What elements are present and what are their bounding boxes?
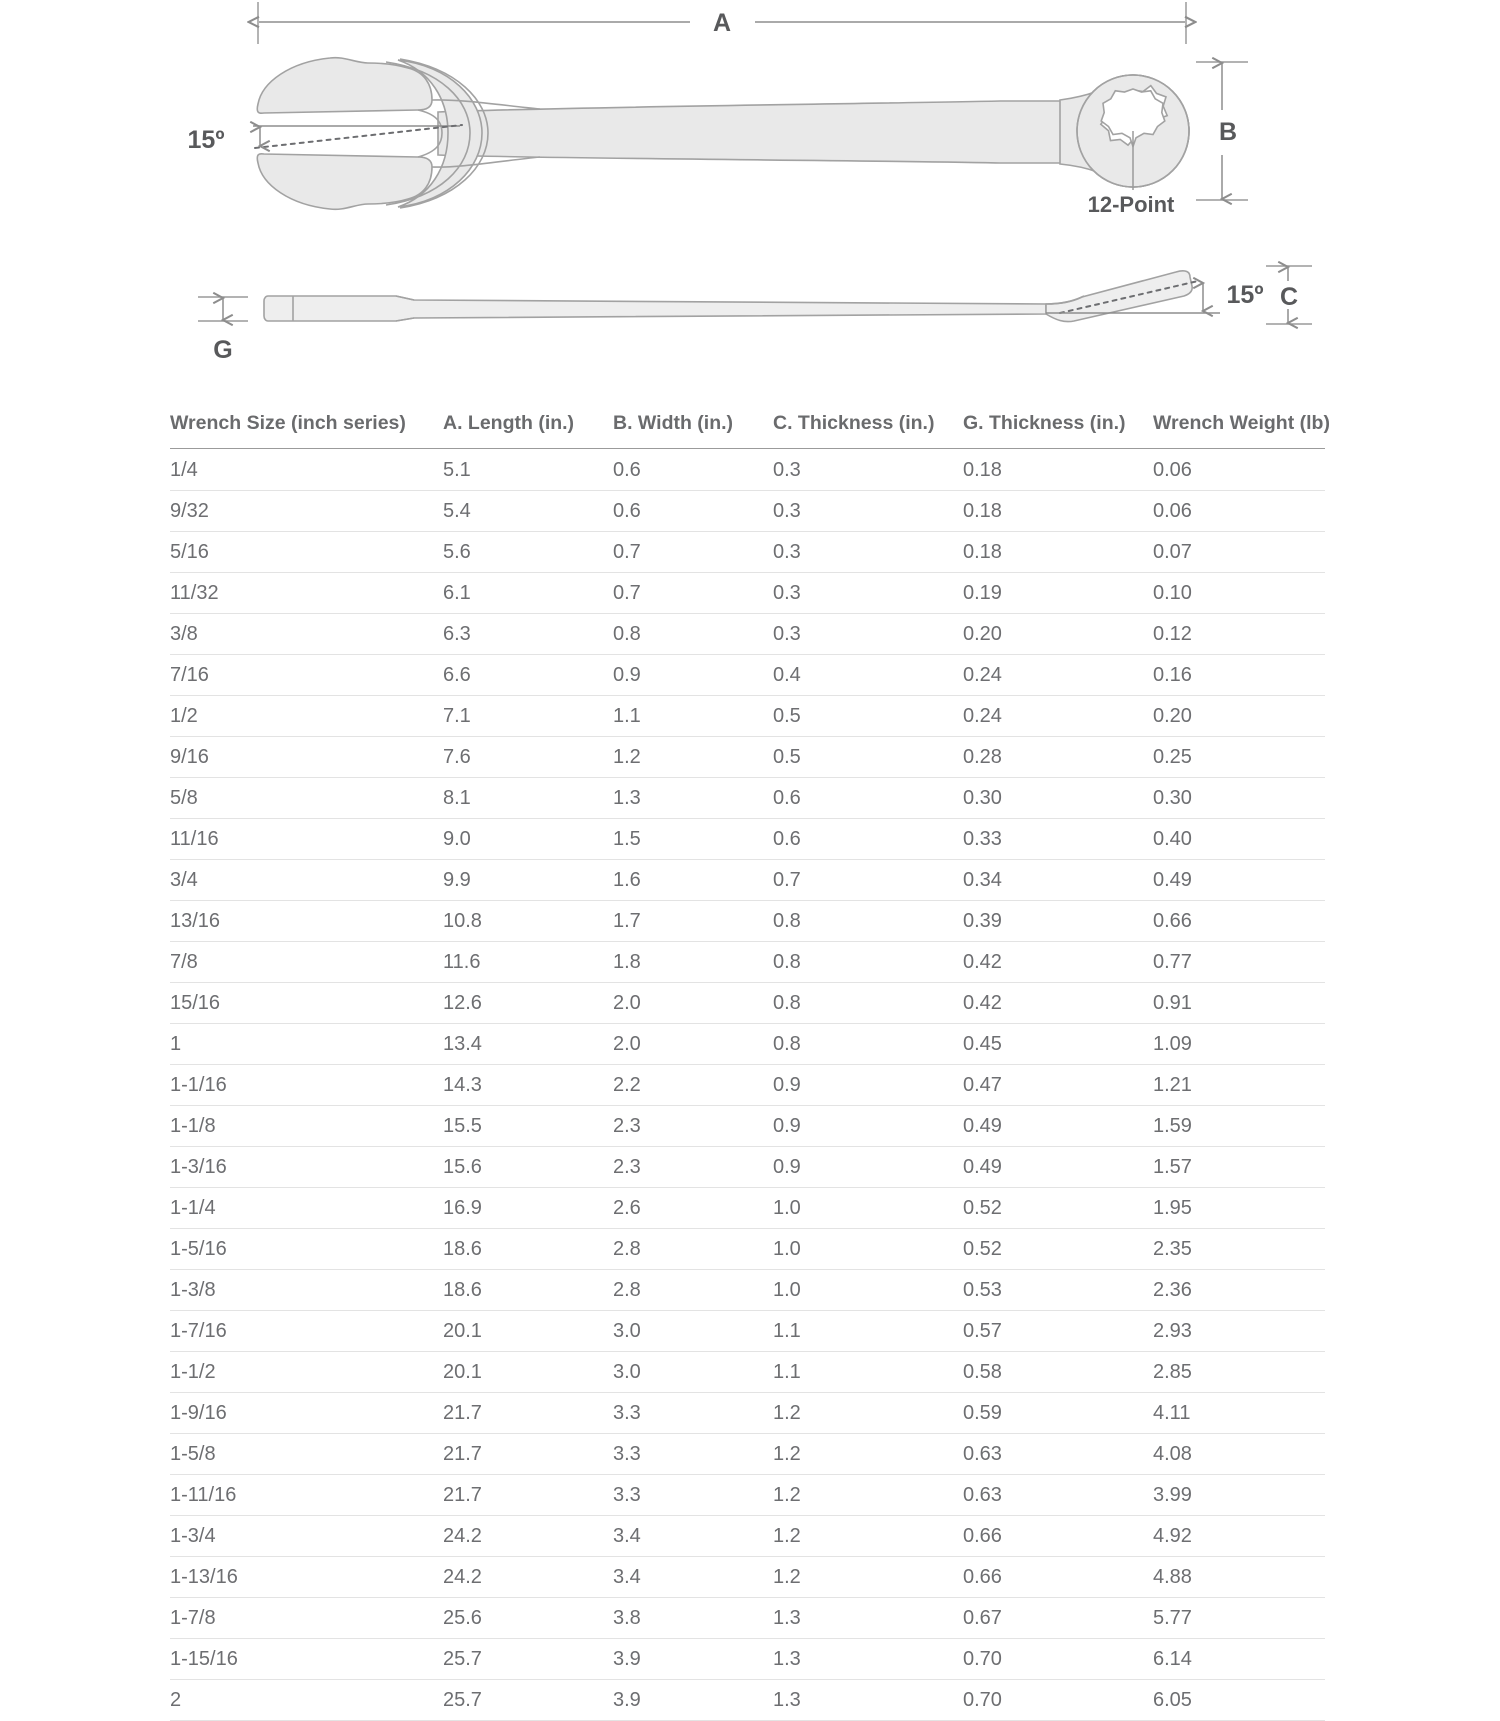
cell-length: 6.6 [443, 655, 613, 696]
cell-c-thickness: 1.2 [773, 1393, 963, 1434]
cell-length: 14.3 [443, 1065, 613, 1106]
cell-length: 7.1 [443, 696, 613, 737]
cell-weight: 0.40 [1153, 819, 1325, 860]
cell-width: 2.6 [613, 1188, 773, 1229]
cell-wrench-size: 1-1/8 [170, 1106, 443, 1147]
cell-width: 0.6 [613, 491, 773, 532]
cell-wrench-size: 1-1/4 [170, 1188, 443, 1229]
wrench-top-view [257, 58, 1189, 210]
cell-width: 3.9 [613, 1639, 773, 1680]
column-header-weight: Wrench Weight (lb) [1153, 412, 1325, 449]
cell-weight: 2.93 [1153, 1311, 1325, 1352]
table-row [170, 778, 1325, 819]
cell-wrench-size: 1-5/16 [170, 1229, 443, 1270]
table-row [170, 983, 1325, 1024]
cell-c-thickness: 0.8 [773, 942, 963, 983]
cell-c-thickness: 1.2 [773, 1434, 963, 1475]
table-row [170, 1434, 1325, 1475]
cell-length: 21.7 [443, 1475, 613, 1516]
cell-width: 0.8 [613, 614, 773, 655]
cell-wrench-size: 11/16 [170, 819, 443, 860]
cell-weight: 0.66 [1153, 901, 1325, 942]
cell-g-thickness: 0.49 [963, 1147, 1153, 1188]
cell-width: 3.4 [613, 1557, 773, 1598]
cell-weight: 3.99 [1153, 1475, 1325, 1516]
cell-c-thickness: 1.0 [773, 1229, 963, 1270]
cell-g-thickness: 0.39 [963, 901, 1153, 942]
table-row [170, 614, 1325, 655]
cell-length: 18.6 [443, 1229, 613, 1270]
cell-wrench-size: 5/8 [170, 778, 443, 819]
column-header-wrench-size: Wrench Size (inch series) [170, 412, 443, 449]
cell-g-thickness: 0.70 [963, 1680, 1153, 1721]
table-row [170, 942, 1325, 983]
table-row [170, 449, 1325, 491]
cell-g-thickness: 0.33 [963, 819, 1153, 860]
cell-c-thickness: 1.3 [773, 1598, 963, 1639]
cell-wrench-size: 7/8 [170, 942, 443, 983]
table-row [170, 901, 1325, 942]
cell-width: 1.7 [613, 901, 773, 942]
wrench-side-view [264, 271, 1263, 322]
table-row [170, 491, 1325, 532]
dimension-a-label: A [712, 9, 732, 37]
cell-width: 2.8 [613, 1229, 773, 1270]
cell-g-thickness: 0.28 [963, 737, 1153, 778]
cell-weight: 2.85 [1153, 1352, 1325, 1393]
cell-length: 5.1 [443, 449, 613, 491]
cell-width: 3.3 [613, 1393, 773, 1434]
cell-weight: 0.12 [1153, 614, 1325, 655]
cell-length: 5.6 [443, 532, 613, 573]
cell-weight: 0.07 [1153, 532, 1325, 573]
cell-length: 9.9 [443, 860, 613, 901]
cell-width: 1.1 [613, 696, 773, 737]
table-row [170, 1516, 1325, 1557]
cell-weight: 0.77 [1153, 942, 1325, 983]
cell-weight: 1.57 [1153, 1147, 1325, 1188]
angle-open-end-label: 15º [187, 126, 225, 154]
cell-wrench-size: 11/32 [170, 573, 443, 614]
cell-length: 24.2 [443, 1516, 613, 1557]
dimension-g-group [198, 297, 248, 364]
cell-g-thickness: 0.63 [963, 1475, 1153, 1516]
table-row [170, 1188, 1325, 1229]
cell-width: 3.3 [613, 1434, 773, 1475]
dimension-a-group [258, 2, 1186, 44]
cell-width: 2.0 [613, 1024, 773, 1065]
cell-length: 7.6 [443, 737, 613, 778]
cell-g-thickness: 0.42 [963, 983, 1153, 1024]
cell-length: 15.5 [443, 1106, 613, 1147]
column-header-length: A. Length (in.) [443, 412, 613, 449]
cell-width: 0.6 [613, 449, 773, 491]
angle-box-end-label: 15º [1226, 281, 1264, 309]
cell-weight: 1.09 [1153, 1024, 1325, 1065]
wrench-diagram [0, 0, 1500, 400]
cell-wrench-size: 2 [170, 1680, 443, 1721]
cell-length: 21.7 [443, 1434, 613, 1475]
cell-g-thickness: 0.59 [963, 1393, 1153, 1434]
table-row [170, 1598, 1325, 1639]
cell-weight: 0.91 [1153, 983, 1325, 1024]
cell-c-thickness: 1.0 [773, 1270, 963, 1311]
cell-length: 6.1 [443, 573, 613, 614]
table-row [170, 1393, 1325, 1434]
cell-wrench-size: 1-3/8 [170, 1270, 443, 1311]
cell-g-thickness: 0.52 [963, 1229, 1153, 1270]
cell-c-thickness: 0.3 [773, 573, 963, 614]
table-row [170, 1639, 1325, 1680]
cell-wrench-size: 1-3/16 [170, 1147, 443, 1188]
cell-length: 6.3 [443, 614, 613, 655]
cell-length: 25.7 [443, 1639, 613, 1680]
dimension-c-group [1266, 266, 1312, 324]
cell-g-thickness: 0.66 [963, 1557, 1153, 1598]
cell-wrench-size: 3/4 [170, 860, 443, 901]
cell-g-thickness: 0.18 [963, 491, 1153, 532]
cell-width: 0.9 [613, 655, 773, 696]
dimension-b-label: B [1218, 118, 1238, 146]
cell-weight: 0.49 [1153, 860, 1325, 901]
cell-wrench-size: 9/16 [170, 737, 443, 778]
cell-g-thickness: 0.18 [963, 532, 1153, 573]
cell-width: 1.3 [613, 778, 773, 819]
cell-weight: 0.25 [1153, 737, 1325, 778]
cell-weight: 6.05 [1153, 1680, 1325, 1721]
cell-length: 25.7 [443, 1680, 613, 1721]
table-row [170, 1065, 1325, 1106]
table-row [170, 532, 1325, 573]
cell-length: 9.0 [443, 819, 613, 860]
cell-weight: 4.88 [1153, 1557, 1325, 1598]
cell-c-thickness: 1.0 [773, 1188, 963, 1229]
cell-g-thickness: 0.58 [963, 1352, 1153, 1393]
cell-wrench-size: 1-5/8 [170, 1434, 443, 1475]
cell-width: 2.0 [613, 983, 773, 1024]
dimension-c-label: C [1279, 283, 1299, 311]
table-row [170, 737, 1325, 778]
cell-wrench-size: 1-7/8 [170, 1598, 443, 1639]
cell-wrench-size: 3/8 [170, 614, 443, 655]
cell-width: 1.6 [613, 860, 773, 901]
cell-width: 0.7 [613, 532, 773, 573]
cell-c-thickness: 1.3 [773, 1639, 963, 1680]
cell-g-thickness: 0.45 [963, 1024, 1153, 1065]
cell-c-thickness: 1.1 [773, 1311, 963, 1352]
cell-c-thickness: 1.1 [773, 1352, 963, 1393]
cell-weight: 0.06 [1153, 449, 1325, 491]
cell-g-thickness: 0.19 [963, 573, 1153, 614]
cell-weight: 0.30 [1153, 778, 1325, 819]
cell-g-thickness: 0.67 [963, 1598, 1153, 1639]
cell-c-thickness: 0.3 [773, 614, 963, 655]
cell-length: 12.6 [443, 983, 613, 1024]
cell-length: 16.9 [443, 1188, 613, 1229]
cell-c-thickness: 0.3 [773, 449, 963, 491]
cell-g-thickness: 0.30 [963, 778, 1153, 819]
cell-c-thickness: 0.3 [773, 532, 963, 573]
cell-width: 3.4 [613, 1516, 773, 1557]
table-body [170, 449, 1325, 1721]
cell-c-thickness: 0.8 [773, 1024, 963, 1065]
cell-c-thickness: 0.6 [773, 778, 963, 819]
cell-c-thickness: 0.5 [773, 737, 963, 778]
cell-width: 1.2 [613, 737, 773, 778]
cell-wrench-size: 1/2 [170, 696, 443, 737]
cell-length: 5.4 [443, 491, 613, 532]
table-row [170, 1475, 1325, 1516]
cell-c-thickness: 1.2 [773, 1475, 963, 1516]
cell-width: 2.2 [613, 1065, 773, 1106]
cell-width: 1.8 [613, 942, 773, 983]
cell-g-thickness: 0.63 [963, 1434, 1153, 1475]
cell-wrench-size: 1-3/4 [170, 1516, 443, 1557]
cell-length: 24.2 [443, 1557, 613, 1598]
cell-c-thickness: 0.4 [773, 655, 963, 696]
cell-g-thickness: 0.49 [963, 1106, 1153, 1147]
table-row [170, 819, 1325, 860]
cell-g-thickness: 0.52 [963, 1188, 1153, 1229]
cell-width: 0.7 [613, 573, 773, 614]
dimension-b-group [1196, 62, 1248, 200]
cell-length: 21.7 [443, 1393, 613, 1434]
table-row [170, 1680, 1325, 1721]
cell-length: 11.6 [443, 942, 613, 983]
cell-c-thickness: 1.3 [773, 1680, 963, 1721]
cell-length: 20.1 [443, 1352, 613, 1393]
cell-length: 15.6 [443, 1147, 613, 1188]
wrench-spec-table [170, 412, 1330, 1721]
cell-c-thickness: 1.2 [773, 1516, 963, 1557]
cell-wrench-size: 15/16 [170, 983, 443, 1024]
table-row [170, 696, 1325, 737]
cell-length: 18.6 [443, 1270, 613, 1311]
cell-c-thickness: 1.2 [773, 1557, 963, 1598]
cell-g-thickness: 0.24 [963, 696, 1153, 737]
table-row [170, 1229, 1325, 1270]
cell-length: 10.8 [443, 901, 613, 942]
cell-wrench-size: 5/16 [170, 532, 443, 573]
cell-c-thickness: 0.5 [773, 696, 963, 737]
cell-g-thickness: 0.34 [963, 860, 1153, 901]
cell-c-thickness: 0.9 [773, 1147, 963, 1188]
cell-c-thickness: 0.3 [773, 491, 963, 532]
cell-weight: 1.21 [1153, 1065, 1325, 1106]
cell-wrench-size: 1-1/16 [170, 1065, 443, 1106]
cell-g-thickness: 0.53 [963, 1270, 1153, 1311]
table-header [170, 412, 1330, 449]
cell-g-thickness: 0.18 [963, 449, 1153, 491]
cell-wrench-size: 1-11/16 [170, 1475, 443, 1516]
cell-c-thickness: 0.9 [773, 1106, 963, 1147]
cell-width: 3.3 [613, 1475, 773, 1516]
cell-weight: 6.14 [1153, 1639, 1325, 1680]
cell-g-thickness: 0.66 [963, 1516, 1153, 1557]
cell-g-thickness: 0.57 [963, 1311, 1153, 1352]
column-header-width: B. Width (in.) [613, 412, 773, 449]
cell-wrench-size: 13/16 [170, 901, 443, 942]
cell-weight: 0.10 [1153, 573, 1325, 614]
cell-weight: 1.95 [1153, 1188, 1325, 1229]
table-header-row [170, 412, 1325, 449]
cell-weight: 2.35 [1153, 1229, 1325, 1270]
table-row [170, 1024, 1325, 1065]
cell-weight: 4.08 [1153, 1434, 1325, 1475]
cell-wrench-size: 1-7/16 [170, 1311, 443, 1352]
cell-weight: 0.16 [1153, 655, 1325, 696]
dimension-g-label: G [213, 336, 233, 364]
table-row [170, 860, 1325, 901]
cell-weight: 2.36 [1153, 1270, 1325, 1311]
cell-c-thickness: 0.7 [773, 860, 963, 901]
twelve-point-label: 12-Point [1087, 192, 1175, 217]
table-row [170, 1352, 1325, 1393]
table-row [170, 1106, 1325, 1147]
wrench-spec-table-container [170, 412, 1330, 1721]
cell-length: 20.1 [443, 1311, 613, 1352]
column-header-c-thickness: C. Thickness (in.) [773, 412, 963, 449]
cell-length: 13.4 [443, 1024, 613, 1065]
cell-wrench-size: 1-1/2 [170, 1352, 443, 1393]
table-row [170, 1311, 1325, 1352]
cell-weight: 5.77 [1153, 1598, 1325, 1639]
cell-g-thickness: 0.70 [963, 1639, 1153, 1680]
column-header-g-thickness: G. Thickness (in.) [963, 412, 1153, 449]
cell-width: 1.5 [613, 819, 773, 860]
cell-width: 2.3 [613, 1106, 773, 1147]
table-row [170, 573, 1325, 614]
cell-length: 25.6 [443, 1598, 613, 1639]
cell-c-thickness: 0.8 [773, 901, 963, 942]
cell-weight: 1.59 [1153, 1106, 1325, 1147]
cell-width: 2.8 [613, 1270, 773, 1311]
cell-g-thickness: 0.24 [963, 655, 1153, 696]
table-row [170, 655, 1325, 696]
table-row [170, 1557, 1325, 1598]
cell-g-thickness: 0.20 [963, 614, 1153, 655]
cell-width: 3.0 [613, 1311, 773, 1352]
cell-length: 8.1 [443, 778, 613, 819]
cell-width: 3.8 [613, 1598, 773, 1639]
cell-weight: 0.20 [1153, 696, 1325, 737]
cell-g-thickness: 0.47 [963, 1065, 1153, 1106]
cell-weight: 4.92 [1153, 1516, 1325, 1557]
cell-weight: 4.11 [1153, 1393, 1325, 1434]
cell-c-thickness: 0.6 [773, 819, 963, 860]
table-row [170, 1270, 1325, 1311]
cell-width: 3.0 [613, 1352, 773, 1393]
cell-width: 2.3 [613, 1147, 773, 1188]
cell-wrench-size: 1-9/16 [170, 1393, 443, 1434]
cell-wrench-size: 9/32 [170, 491, 443, 532]
cell-wrench-size: 1 [170, 1024, 443, 1065]
angle-open-end-group [188, 125, 462, 154]
cell-wrench-size: 7/16 [170, 655, 443, 696]
cell-c-thickness: 0.8 [773, 983, 963, 1024]
cell-width: 3.9 [613, 1680, 773, 1721]
cell-wrench-size: 1-15/16 [170, 1639, 443, 1680]
cell-wrench-size: 1-13/16 [170, 1557, 443, 1598]
cell-c-thickness: 0.9 [773, 1065, 963, 1106]
cell-g-thickness: 0.42 [963, 942, 1153, 983]
cell-weight: 0.06 [1153, 491, 1325, 532]
cell-wrench-size: 1/4 [170, 449, 443, 491]
table-row [170, 1147, 1325, 1188]
